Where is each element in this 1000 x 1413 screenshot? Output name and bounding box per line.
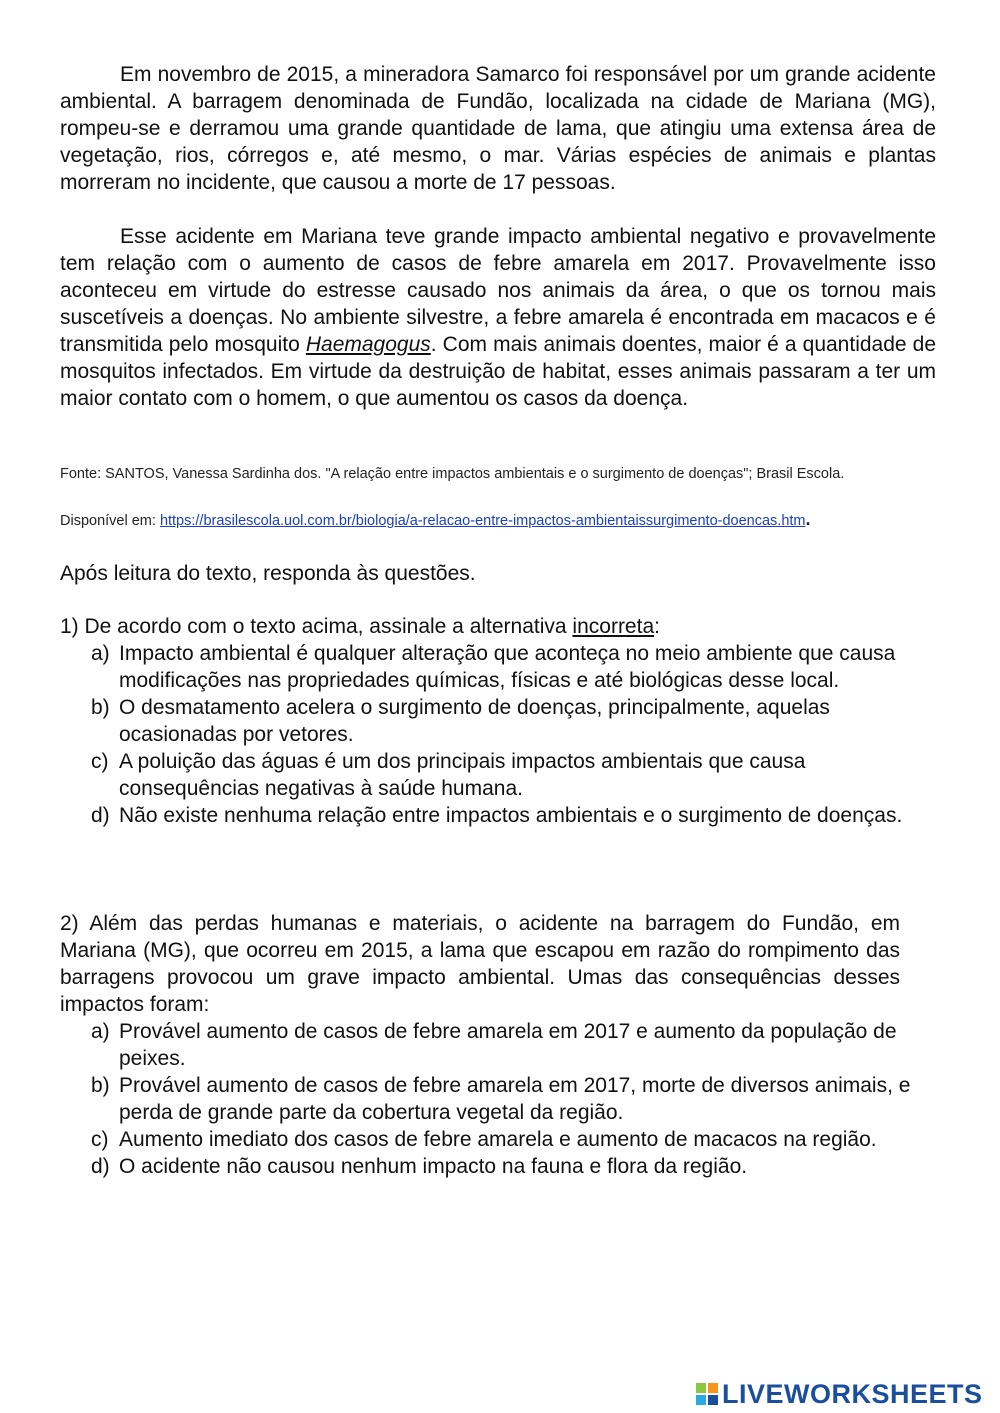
- option-letter: d): [91, 1155, 110, 1178]
- paragraph-2: [60, 223, 936, 412]
- question-2: [60, 910, 940, 1180]
- question-1-option-d[interactable]: [60, 802, 934, 829]
- option-text: O acidente não causou nenhum impacto na fauna e flora da região.: [119, 1155, 748, 1178]
- question-2-option-b[interactable]: [60, 1072, 934, 1126]
- source-link[interactable]: https://brasilescola.uol.com.br/biologia/a-relacao-entre-impactos-ambientaissurgimento-doencas.htm: [159, 513, 806, 529]
- logo-square-green: [696, 1383, 706, 1393]
- paragraph-2-text-a: Esse acidente em Mariana teve grande impacto ambiental negativo e provavelmente tem relação com o aumento de casos de febre amarela em 2017. Provavelmente isso aconteceu em virtude do estresse causado nos animais da área, o que os tornou mais suscetíveis a doenças. No ambiente silvestre, a febre amarela é encontrada em macacos e é transmitida pelo mosquito: [60, 225, 936, 356]
- available-label: Disponível em:: [60, 513, 160, 529]
- option-text: Provável aumento de casos de febre amarela em 2017 e aumento da população de peixes.: [119, 1020, 897, 1070]
- option-text: Não existe nenhuma relação entre impactos ambientais e o surgimento de doenças.: [119, 804, 903, 827]
- question-1-text: 1) De acordo com o texto acima, assinale a alternativa: [60, 615, 573, 638]
- question-1-option-c[interactable]: [60, 748, 934, 802]
- question-2-option-a[interactable]: [60, 1018, 934, 1072]
- source-availability: [60, 509, 940, 532]
- question-2-option-d[interactable]: [60, 1153, 934, 1180]
- option-text: Aumento imediato dos casos de febre amarela e aumento de macacos na região.: [119, 1128, 877, 1151]
- option-letter: a): [91, 642, 110, 665]
- option-letter: b): [91, 696, 110, 719]
- logo-square-orange: [708, 1383, 718, 1393]
- question-1-statement: [60, 613, 940, 640]
- paragraph-2-text-b: . Com mais animais doentes, maior é a quantidade de mosquitos infectados. Em virtude da destruição de habitat, esses animais passaram a ter um maior contato com o homem, o que aumentou os casos da doença.: [60, 333, 937, 410]
- question-2-option-c[interactable]: [60, 1126, 934, 1153]
- option-text: Provável aumento de casos de febre amarela em 2017, morte de diversos animais, e perda de grande parte da cobertura vegetal da região.: [119, 1074, 911, 1124]
- source-end-dot: .: [805, 509, 811, 529]
- logo-square-navy: [708, 1395, 718, 1405]
- question-1-option-b[interactable]: [60, 694, 934, 748]
- paragraph-1: Em novembro de 2015, a mineradora Samarco foi responsável por um grande acidente ambiental. A barragem denominada de Fundão, localizada na cidade de Mariana (MG), rompeu-se e derramou uma grande quantidade de lama, que atingiu uma extensa área de vegetação, rios, córregos e, até mesmo, o mar. Várias espécies de animais e plantas morreram no incidente, que causou a morte de 17 pessoas.: [60, 63, 936, 194]
- liveworksheets-logo: [696, 1378, 996, 1410]
- option-letter: d): [91, 804, 110, 827]
- liveworksheets-logo-icon: [696, 1383, 718, 1405]
- question-1-colon: :: [654, 615, 660, 638]
- option-letter: c): [91, 1128, 109, 1151]
- question-1-emphasis: incorreta: [572, 615, 655, 638]
- option-letter: c): [91, 750, 109, 773]
- instructions: Após leitura do texto, responda às questões.: [60, 562, 476, 585]
- option-text: A poluição das águas é um dos principais impactos ambientais que causa consequências negativas à saúde humana.: [119, 750, 806, 800]
- logo-square-blue: [696, 1395, 706, 1405]
- question-2-statement: 2) Além das perdas humanas e materiais, o acidente na barragem do Fundão, em Mariana (MG), que ocorreu em 2015, a lama que escapou em razão do rompimento das barragens provocou um grave impacto ambiental. Umas das consequências desses impactos foram:: [60, 912, 900, 1016]
- question-1-option-a[interactable]: [60, 640, 934, 694]
- option-letter: b): [91, 1074, 110, 1097]
- option-text: Impacto ambiental é qualquer alteração que aconteça no meio ambiente que causa modificações nas propriedades químicas, físicas e até biológicas desse local.: [119, 642, 896, 692]
- option-text: O desmatamento acelera o surgimento de doenças, principalmente, aquelas ocasionadas por vetores.: [119, 696, 830, 746]
- question-1: [60, 613, 940, 829]
- option-letter: a): [91, 1020, 110, 1043]
- source-citation: Fonte: SANTOS, Vanessa Sardinha dos. "A relação entre impactos ambientais e o surgimento de doenças"; Brasil Escola.: [60, 466, 845, 482]
- species-name: Haemagogus: [305, 333, 431, 356]
- logo-wordmark: LIVEWORKSHEETS: [722, 1378, 983, 1409]
